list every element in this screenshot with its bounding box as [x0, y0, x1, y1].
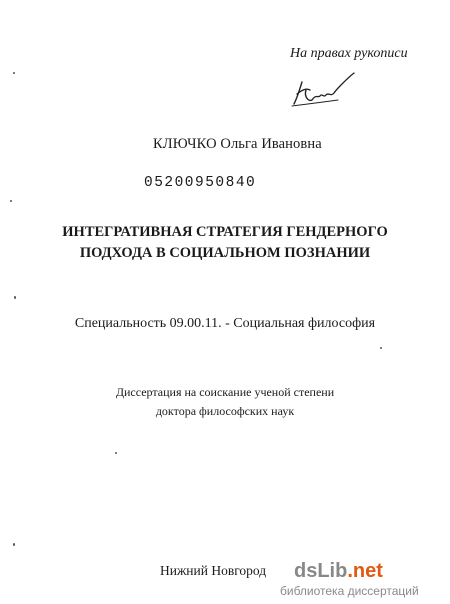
rights-notice: На правах рукописи: [290, 46, 408, 61]
city: Нижний Новгород: [160, 563, 267, 578]
scan-speck: [380, 347, 382, 349]
scan-speck: [10, 200, 12, 202]
watermark-logo-main: dsLib: [294, 560, 348, 582]
dissertation-degree-line-1: Диссертация на соискание ученой степени: [115, 385, 335, 399]
watermark-subtitle: библиотека диссертаций: [280, 584, 419, 598]
handwritten-signature: [288, 70, 358, 112]
scan-speck: [115, 452, 117, 454]
dissertation-degree-line-2: доктора философских наук: [155, 404, 295, 418]
watermark-logo-tld: .net: [347, 560, 383, 582]
thesis-title-line-2: ПОДХОДА В СОЦИАЛЬНОМ ПОЗНАНИИ: [79, 245, 371, 261]
specialty: Специальность 09.00.11. - Социальная философия: [74, 316, 376, 331]
dslib-watermark: [274, 558, 450, 604]
registration-code: 05200950840: [144, 175, 257, 191]
watermark-logo: [294, 560, 383, 583]
author-name: КЛЮЧКО Ольга Ивановна: [153, 136, 322, 152]
scan-speck: [13, 543, 15, 546]
scan-speck: [13, 72, 15, 74]
scan-speck: [14, 296, 16, 299]
thesis-title-line-1: ИНТЕГРАТИВНАЯ СТРАТЕГИЯ ГЕНДЕРНОГО: [62, 224, 388, 240]
